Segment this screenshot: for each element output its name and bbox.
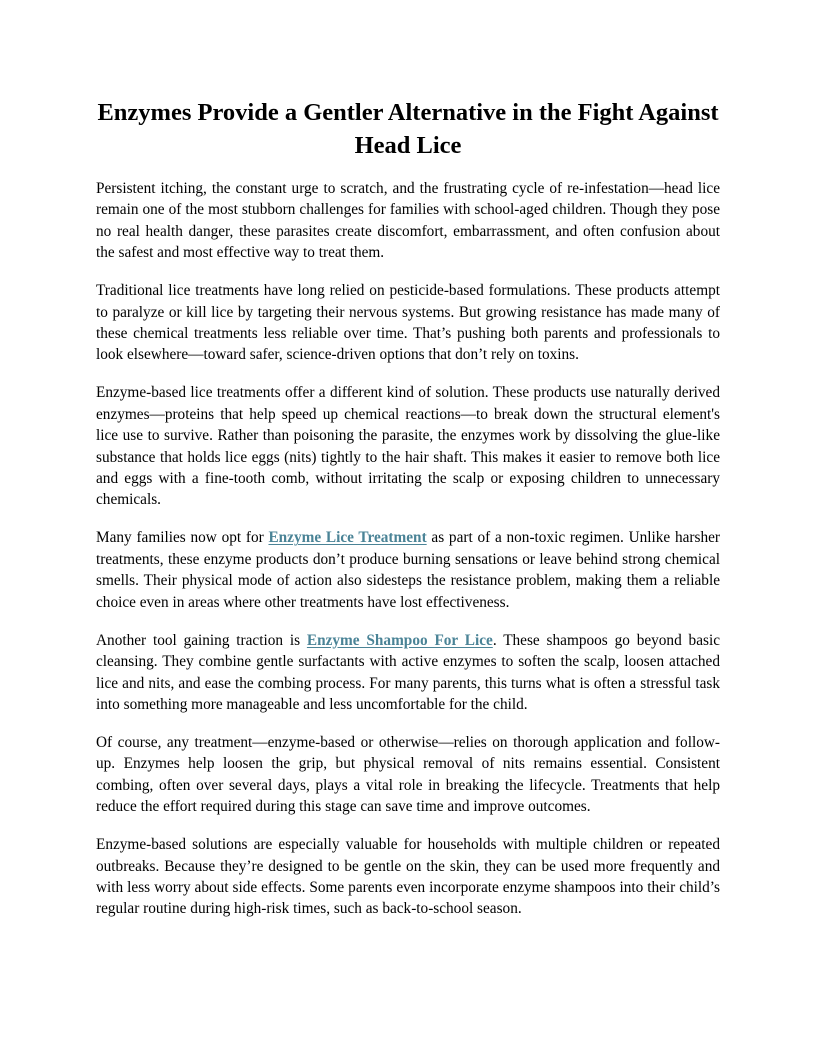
paragraph-text-after-link: . These shampoos go beyond basic cleansing. They combine gentle surfactants with active enzymes to soften the scalp, loosen attached lice and nits, and ease the combing process. For many parents, this turns what is often a stressful task into something more manageable and less uncomfortable for the child. <box>96 631 720 713</box>
document-page <box>96 96 720 936</box>
paragraph-text-before-link: Many families now opt for <box>96 529 269 547</box>
page-title: Enzymes Provide a Gentler Alternative in the Fight Against Head Lice <box>97 99 719 159</box>
paragraph-text-before-link: Another tool gaining traction is <box>96 631 307 649</box>
enzyme-lice-treatment-link[interactable]: Enzyme Lice Treatment <box>268 529 427 547</box>
paragraph-follow-up: Of course, any treatment—enzyme-based or otherwise—relies on thorough application and follow-up. Enzymes help loosen the grip, but physical removal of nits remains essential. Consistent combing, often over several days, plays a vital role in breaking the lifecycle. Treatments that help reduce the effort required during this stage can save time and improve outcomes. <box>96 733 720 816</box>
paragraph-households: Enzyme-based solutions are especially valuable for households with multiple children or repeated outbreaks. Because they’re designed to be gentle on the skin, they can be used more frequently and with less worry about side effects. Some parents even incorporate enzyme shampoos into their child’s regular routine during high-risk times, such as back-to-school season. <box>96 836 720 918</box>
paragraph-traditional-treatments: Traditional lice treatments have long relied on pesticide-based formulations. These products attempt to paralyze or kill lice by targeting their nervous systems. But growing resistance has made many of these chemical treatments less reliable over time. That’s pushing both parents and professionals to look elsewhere—toward safer, science-driven options that don’t rely on toxins. <box>96 282 720 364</box>
paragraph-enzyme-treatments: Enzyme-based lice treatments offer a different kind of solution. These products use naturally derived enzymes—proteins that help speed up chemical reactions—to break down the structural element's lice use to survive. Rather than poisoning the parasite, the enzymes work by dissolving the glue-like substance that holds lice eggs (nits) tightly to the hair shaft. This makes it easier to remove both lice and eggs with a fine-tooth comb, without irritating the scalp or exposing children to unnecessary chemicals. <box>96 384 720 509</box>
paragraph-text-after-link: as part of a non-toxic regimen. Unlike harsher treatments, these enzyme products don’t produce burning sensations or leave behind strong chemical smells. Their physical mode of action also sidesteps the resistance problem, making them a reliable choice even in areas where other treatments have lost effectiveness. <box>96 529 720 611</box>
enzyme-shampoo-for-lice-link[interactable]: Enzyme Shampoo For Lice <box>306 631 493 649</box>
paragraph-enzyme-lice-treatment <box>96 527 720 613</box>
paragraph-enzyme-shampoo <box>96 630 720 716</box>
paragraph-intro: Persistent itching, the constant urge to scratch, and the frustrating cycle of re-infestation—head lice remain one of the most stubborn challenges for families with school-aged children. Though they pose no real health danger, these parasites create discomfort, embarrassment, and often confusion about the safest and most effective way to treat them. <box>96 180 720 262</box>
